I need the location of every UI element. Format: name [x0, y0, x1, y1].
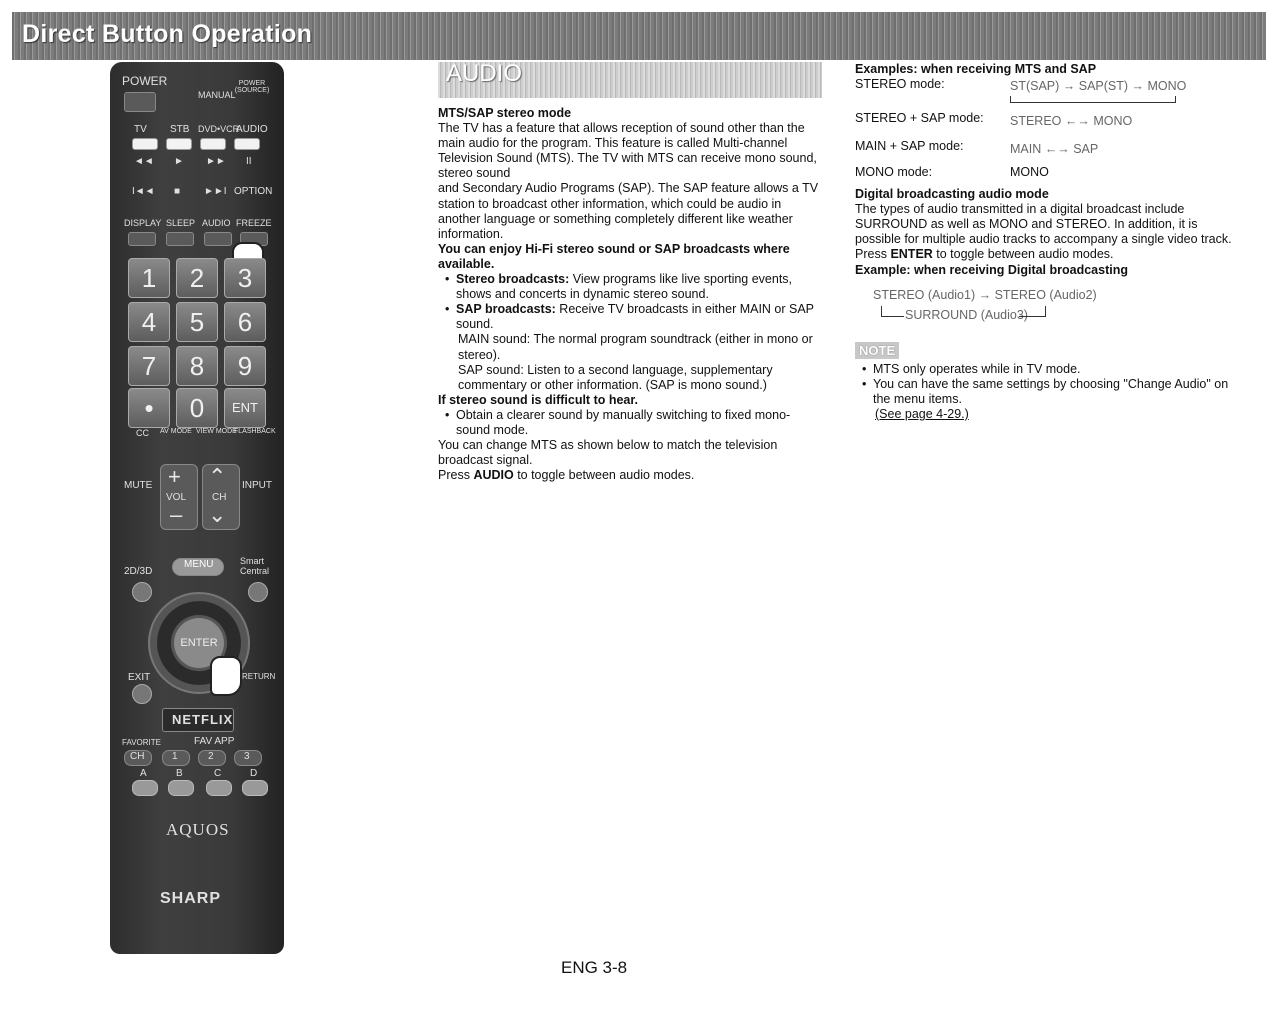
- audio-banner-title: AUDIO: [446, 60, 523, 87]
- list-item: [855, 362, 1235, 377]
- remote-2d3d-button: [132, 582, 152, 602]
- mode-value: ST(SAP) → SAP(ST) → MONO: [1010, 79, 1187, 94]
- mts-body-2: and Secondary Audio Programs (SAP). The SAP feature allows a TV station to broadcast other information, which could be audio in another language or something completely different like weather information.: [438, 181, 819, 241]
- digital-example-heading: Example: when receiving Digital broadcasting: [855, 262, 1128, 277]
- bullet-icon: •: [445, 272, 450, 287]
- sap-text: Receive TV broadcasts in either MAIN or SAP sound.: [456, 302, 814, 332]
- cycle-arrow-icon: [1010, 96, 1176, 103]
- cycle-arrow-left-icon: [881, 306, 904, 317]
- stereo-label: Stereo broadcasts:: [456, 272, 570, 287]
- remote-menu-label: MENU: [184, 559, 214, 570]
- change-text: You can change MTS as shown below to match the television broadcast signal.: [438, 438, 778, 468]
- sharp-logo: SHARP: [160, 890, 222, 907]
- examples-section: [855, 62, 1235, 422]
- page-number: ENG 3-8: [561, 958, 628, 977]
- remote-control-illustration: [110, 62, 284, 954]
- digital-line-1: STEREO (Audio1) → STEREO (Audio2): [873, 287, 1097, 302]
- remote-ent-key: ENT: [224, 388, 266, 428]
- digital-example-diagram: [855, 278, 1235, 334]
- remote-stop-icon: ■: [174, 186, 181, 197]
- list-item: [438, 408, 822, 438]
- remote-num-key: 6: [224, 302, 266, 342]
- note-item: MTS only operates while in TV mode.: [873, 361, 1081, 376]
- bullet-icon: •: [445, 302, 450, 317]
- main-sound-text: MAIN sound: The normal program soundtrack (either in mono or stereo).: [458, 332, 813, 362]
- press-audio-text: Press AUDIO to toggle between audio modes.: [438, 468, 695, 483]
- remote-tv-key: [132, 138, 158, 150]
- stereo-text: View programs like live sporting events, shows and concerts in dynamic stereo sound.: [456, 272, 793, 302]
- list-item: [438, 302, 822, 332]
- remote-audio-key: [234, 138, 260, 150]
- remote-freeze-label: FREEZE: [236, 218, 272, 228]
- mode-value: MONO: [1010, 165, 1049, 180]
- difficult-heading: If stereo sound is difficult to hear.: [438, 392, 639, 407]
- remote-stb-key: [166, 138, 192, 150]
- sap-sound-text: SAP sound: Listen to a second language, supplementary commentary or other information. (SAP is mono sound.): [458, 362, 773, 392]
- remote-sleep-label: SLEEP: [166, 218, 196, 228]
- digital-body: The types of audio transmitted in a digital broadcast include SURROUND as well as MONO and STEREO. In addition, it is possible for multiple audio tracks to accompany a single video track.: [855, 202, 1232, 247]
- mode-value: MAIN ←→ SAP: [1010, 142, 1099, 157]
- remote-audio-button-label: AUDIO: [202, 218, 231, 228]
- remote-display-label: DISPLAY: [124, 218, 162, 228]
- digital-line-2: SURROUND (Audio3): [905, 307, 1028, 322]
- hifi-heading: You can enjoy Hi-Fi stereo sound or SAP broadcasts where available.: [438, 241, 790, 271]
- remote-pause-icon: II: [246, 156, 252, 167]
- remote-a-label: A: [140, 768, 147, 779]
- list-item: [855, 377, 1235, 407]
- mode-label: MAIN + SAP mode:: [855, 139, 964, 154]
- examples-heading: Examples: when receiving MTS and SAP: [855, 62, 1097, 76]
- remote-num-key: 3: [224, 258, 266, 298]
- remote-sleep-key: [166, 232, 194, 246]
- audio-key-name: AUDIO: [473, 468, 514, 483]
- remote-audio-key-2: [204, 232, 232, 246]
- remote-power-label: POWER: [122, 74, 168, 88]
- remote-fav2-label: 2: [208, 751, 214, 762]
- remote-display-key: [128, 232, 156, 246]
- remote-fav-ch-label: CH: [130, 751, 145, 762]
- mode-label: STEREO + SAP mode:: [855, 111, 984, 126]
- remote-manual-label: MANUAL: [198, 90, 236, 100]
- remote-cc-label: CC: [136, 428, 149, 438]
- note-tag: NOTE: [855, 342, 899, 359]
- section-header-bar: [12, 12, 1266, 60]
- remote-num-key: 8: [176, 346, 218, 386]
- remote-favorite-label: FAVORITE: [122, 738, 161, 747]
- remote-exit-label: EXIT: [128, 672, 151, 683]
- remote-num-key: 2: [176, 258, 218, 298]
- remote-color-key-d: [242, 780, 268, 796]
- remote-option-label: OPTION: [234, 186, 273, 197]
- remote-viewmode-label: VIEW MODE: [196, 428, 237, 435]
- ch-down-icon: ⌄: [208, 502, 227, 527]
- cycle-arrow-right-icon: [1019, 306, 1046, 317]
- remote-enter-key: ENTER: [174, 618, 224, 668]
- remote-audio-label: AUDIO: [236, 124, 268, 135]
- mode-label: STEREO mode:: [855, 77, 945, 92]
- remote-num-key: 1: [128, 258, 170, 298]
- remote-vol-label: VOL: [166, 492, 187, 503]
- mode-row: [855, 77, 1235, 111]
- remote-netflix-label: NETFLIX: [172, 712, 234, 727]
- press-enter-text: Press ENTER to toggle between audio modes.: [855, 247, 1114, 262]
- enter-key-name: ENTER: [890, 247, 933, 262]
- note-item: You can have the same settings by choosing "Change Audio" on the menu items.: [873, 376, 1229, 406]
- bullet-icon: •: [445, 407, 450, 422]
- pointing-hand-enter-icon: [210, 656, 242, 696]
- mode-value: STEREO ←→ MONO: [1010, 114, 1133, 129]
- remote-smart-central-label: Smart Central: [240, 556, 270, 576]
- remote-flashback-label: FLASHBACK: [234, 428, 276, 435]
- remote-exit-button: [132, 684, 152, 704]
- ch-up-icon: ⌃: [208, 464, 227, 489]
- remote-num-key: 5: [176, 302, 218, 342]
- remote-c-label: C: [214, 768, 222, 779]
- remote-fav-app-label: FAV APP: [194, 736, 235, 747]
- sap-label: SAP broadcasts:: [456, 302, 556, 317]
- remote-ch-label: CH: [212, 492, 227, 503]
- bullet-icon: •: [862, 361, 867, 376]
- remote-stb-label: STB: [170, 124, 190, 135]
- remote-num-key: 4: [128, 302, 170, 342]
- remote-d-label: D: [250, 768, 258, 779]
- remote-power-button: [124, 92, 156, 112]
- remote-rewind-icon: ◄◄: [134, 156, 154, 167]
- audio-banner: [438, 62, 822, 98]
- audio-section: [438, 62, 822, 483]
- remote-fav3-label: 3: [244, 751, 250, 762]
- mode-row: [855, 111, 1235, 139]
- remote-mute-label: MUTE: [124, 480, 153, 491]
- remote-dvd-label: DVD•VCR: [198, 124, 240, 134]
- aquos-logo: AQUOS: [166, 820, 230, 839]
- see-page-link[interactable]: (See page 4-29.): [875, 407, 969, 422]
- bullet-icon: •: [862, 376, 867, 391]
- remote-num-key: 7: [128, 346, 170, 386]
- remote-color-key-b: [168, 780, 194, 796]
- digital-heading: Digital broadcasting audio mode: [855, 187, 1049, 202]
- vol-minus-icon: –: [170, 502, 183, 527]
- page-title: Direct Button Operation: [22, 20, 313, 48]
- remote-num-key: 9: [224, 346, 266, 386]
- remote-avmode-label: AV MODE: [160, 428, 192, 435]
- list-item: [438, 272, 822, 302]
- remote-fav1-label: 1: [172, 751, 178, 762]
- remote-prev-icon: I◄◄: [132, 186, 155, 197]
- remote-color-key-c: [206, 780, 232, 796]
- mode-row: [855, 165, 1235, 187]
- difficult-item: Obtain a clearer sound by manually switching to fixed mono-sound mode.: [456, 407, 791, 437]
- remote-color-key-a: [132, 780, 158, 796]
- remote-power-source-label: POWER (SOURCE): [234, 80, 270, 94]
- remote-num-key: 0: [176, 388, 218, 428]
- mode-label: MONO mode:: [855, 165, 933, 180]
- remote-next-icon: ►►I: [204, 186, 227, 197]
- remote-tv-label: TV: [134, 124, 147, 135]
- mts-heading: MTS/SAP stereo mode: [438, 106, 572, 120]
- remote-dot-key: •: [128, 388, 170, 428]
- remote-input-label: INPUT: [242, 480, 272, 491]
- remote-return-label: RETURN: [242, 672, 276, 681]
- remote-fast-forward-icon: ►►: [206, 156, 226, 167]
- remote-smart-central-button: [248, 582, 268, 602]
- mts-body: The TV has a feature that allows reception of sound other than the main audio for the program. This feature is called Multi-channel Television Sound (MTS). The TV with MTS can receive mono sound, stereo sound: [438, 121, 817, 181]
- remote-b-label: B: [176, 768, 183, 779]
- remote-play-icon: ►: [174, 156, 184, 167]
- see-page-link-row: [855, 407, 1235, 422]
- remote-dvd-key: [200, 138, 226, 150]
- vol-plus-icon: +: [168, 464, 181, 489]
- remote-2d3d-label: 2D/3D: [124, 566, 153, 577]
- mode-row: [855, 139, 1235, 165]
